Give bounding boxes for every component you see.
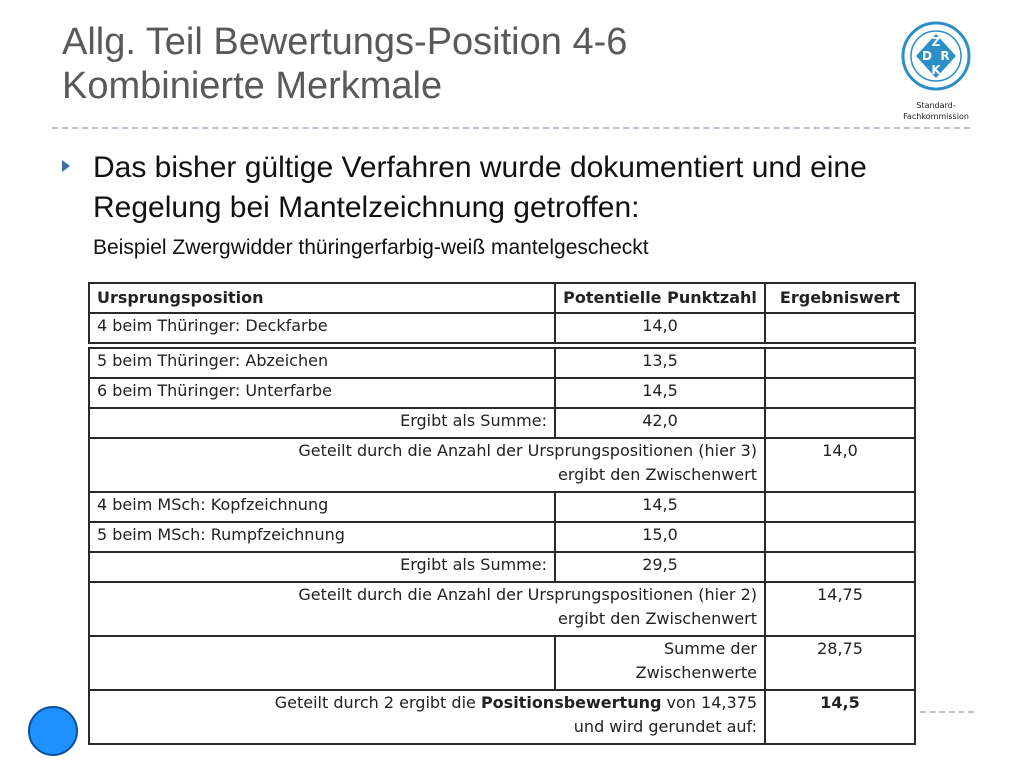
row-points: 14,0 (555, 313, 765, 343)
header-result-value: Ergebniswert (765, 283, 915, 313)
row-label-line-2: ergibt den Zwischenwert (557, 609, 757, 628)
logo-letter-k: K (931, 63, 941, 77)
logo-caption (900, 100, 972, 122)
title-divider (52, 127, 970, 129)
final-label-pre: Geteilt durch 2 ergibt die (274, 693, 481, 712)
table-row-sum-intermediate (89, 636, 915, 690)
zdrk-logo (900, 18, 972, 122)
row-label: 4 beim MSch: Kopfzeichnung (89, 492, 555, 522)
table-row (89, 492, 915, 522)
row-result (765, 522, 915, 552)
row-points-line-2: Zwischenwerte (635, 663, 757, 682)
table-row (89, 348, 915, 378)
bullet-subtext: Beispiel Zwergwidder thüringerfarbig-weiß mantelgescheckt (93, 236, 649, 259)
row-label (89, 438, 765, 492)
title-line-1: Allg. Teil Bewertungs-Position 4-6 (62, 21, 628, 63)
row-result: 14,5 (765, 690, 915, 744)
logo-letter-d: D (922, 49, 932, 63)
slide-title (62, 20, 882, 108)
row-result (765, 313, 915, 343)
row-label: 4 beim Thüringer: Deckfarbe (89, 313, 555, 343)
row-result (765, 378, 915, 408)
row-points: 13,5 (555, 348, 765, 378)
row-label: 5 beim MSch: Rumpfzeichnung (89, 522, 555, 552)
bullet-arrow-icon (62, 160, 70, 172)
final-label-post: von 14,375 (661, 693, 757, 712)
footer-divider (920, 711, 974, 713)
row-points-line-1: Summe der (664, 639, 757, 658)
table-row (89, 313, 915, 343)
row-label (89, 690, 765, 744)
slide-nav-circle-button[interactable] (28, 706, 78, 756)
row-label (89, 582, 765, 636)
row-label-line-1 (97, 691, 757, 715)
row-result: 14,0 (765, 438, 915, 492)
table-row-final (89, 690, 915, 744)
row-points: 14,5 (555, 492, 765, 522)
row-label (89, 636, 555, 690)
row-points: 42,0 (555, 408, 765, 438)
row-points: 29,5 (555, 552, 765, 582)
table-header-row (89, 283, 915, 313)
final-label-bold: Positionsbewertung (480, 693, 662, 712)
row-result: 28,75 (765, 636, 915, 690)
row-label-line-1: Geteilt durch die Anzahl der Ursprungspositionen (hier 2) (298, 585, 757, 604)
logo-emblem-icon (900, 18, 972, 98)
bullet-text: Das bisher gültige Verfahren wurde dokumentiert und eine Regelung bei Mantelzeichnung getroffen: (93, 151, 867, 224)
row-result (765, 348, 915, 378)
row-label: Ergibt als Summe: (89, 552, 555, 582)
row-label: 5 beim Thüringer: Abzeichen (89, 348, 555, 378)
row-label: Ergibt als Summe: (89, 408, 555, 438)
table-row-sum (89, 408, 915, 438)
row-points (555, 636, 765, 690)
row-label-line-2: und wird gerundet auf: (573, 717, 757, 736)
row-result: 14,75 (765, 582, 915, 636)
table-row (89, 378, 915, 408)
logo-letter-r: R (940, 49, 950, 63)
logo-caption-line-1: Standard- (916, 101, 956, 110)
header-potential-points: Potentielle Punktzahl (555, 283, 765, 313)
row-label-line-1: Geteilt durch die Anzahl der Ursprungspositionen (hier 3) (298, 441, 757, 460)
evaluation-table (88, 282, 916, 745)
row-result (765, 552, 915, 582)
table-row-intermediate (89, 582, 915, 636)
logo-letter-z: Z (931, 35, 941, 49)
table-row (89, 522, 915, 552)
row-result (765, 492, 915, 522)
title-line-2: Kombinierte Merkmale (62, 65, 443, 107)
header-origin-position: Ursprungsposition (89, 283, 555, 313)
row-result (765, 408, 915, 438)
logo-caption-line-2: Fachkommission (903, 112, 969, 121)
row-points: 15,0 (555, 522, 765, 552)
table-row-sum (89, 552, 915, 582)
table-row-intermediate (89, 438, 915, 492)
row-points: 14,5 (555, 378, 765, 408)
row-label-line-2: ergibt den Zwischenwert (557, 465, 757, 484)
row-label: 6 beim Thüringer: Unterfarbe (89, 378, 555, 408)
